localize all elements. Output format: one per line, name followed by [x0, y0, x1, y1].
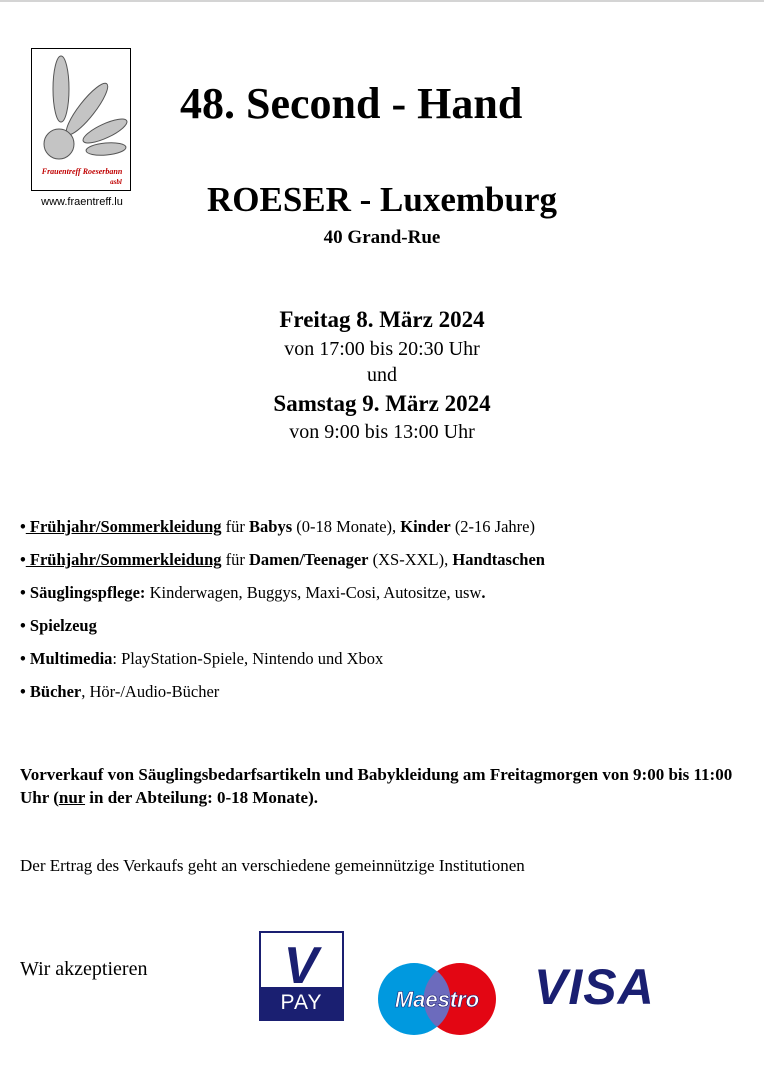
accepted-payments-label: Wir akzeptieren — [20, 958, 148, 980]
time-2: von 9:00 bis 13:00 Uhr — [289, 421, 475, 443]
conjunction: und — [367, 364, 397, 386]
vpay-v-icon — [261, 933, 342, 987]
time-1: von 17:00 bis 20:30 Uhr — [284, 338, 480, 360]
event-city: ROESER - Luxemburg — [206, 180, 558, 219]
list-item: • Frühjahr/Sommerkleidung für Damen/Teenager (XS-XXL), Handtaschen — [20, 550, 545, 569]
svg-text:asbl: asbl — [110, 178, 122, 186]
logo — [31, 48, 131, 191]
list-item: • Spielzeug — [20, 616, 97, 635]
svg-text:V: V — [283, 937, 319, 987]
item-list — [20, 510, 545, 708]
day-2: Samstag 9. März 2024 — [273, 391, 491, 416]
proceeds-notice: Der Ertrag des Verkaufs geht an verschiedene gemeinnützige Institutionen — [20, 856, 525, 875]
vpay-label: PAY — [261, 987, 342, 1019]
event-title: 48. Second - Hand — [180, 79, 523, 128]
svg-text:Frauentreff Roeserbann: Frauentreff Roeserbann — [41, 167, 123, 176]
flower-logo-icon — [32, 49, 131, 191]
presale-notice: Vorverkauf von Säuglingsbedarfsartikeln und Babykleidung am Freitagmorgen von 9:00 bis 11:00 Uhr (nur in der Abteilung: 0-18 Monate). — [20, 765, 733, 807]
list-item: • Multimedia: PlayStation-Spiele, Nintendo und Xbox — [20, 649, 384, 668]
list-item: • Säuglingspflege: Kinderwagen, Buggys, Maxi-Cosi, Autositze, usw. — [20, 583, 486, 602]
website-url: www.fraentreff.lu — [41, 196, 123, 208]
vpay-logo — [259, 931, 344, 1021]
list-item: • Bücher, Hör-/Audio-Bücher — [20, 682, 220, 701]
list-item: • Frühjahr/Sommerkleidung für Babys (0-18 Monate), Kinder (2-16 Jahre) — [20, 517, 535, 536]
day-1: Freitag 8. März 2024 — [279, 307, 485, 332]
maestro-icon — [376, 962, 498, 1036]
svg-text:Maestro: Maestro — [394, 987, 480, 1012]
event-street: 40 Grand-Rue — [323, 227, 441, 248]
visa-logo: VISA — [534, 959, 655, 1015]
maestro-logo — [376, 962, 498, 1041]
top-border — [0, 0, 764, 2]
